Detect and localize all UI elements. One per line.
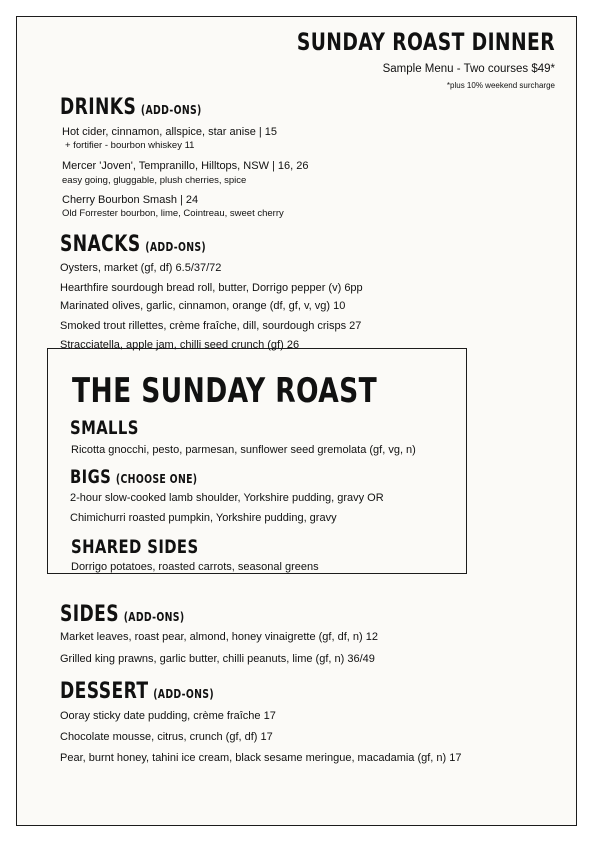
snack-item: Hearthfire sourdough bread roll, butter, Dorrigo pepper (v) 6pp [60,282,363,294]
smalls-heading: SMALLS [70,417,139,439]
snack-item: Marinated olives, garlic, cinnamon, orange (df, gf, v, vg) 10 [60,300,346,312]
bigs-item: 2-hour slow-cooked lamb shoulder, Yorkshire pudding, gravy OR [70,492,384,504]
bigs-heading-text: BIGS [70,466,112,488]
dessert-addon-tag: (ADD-ONS) [153,687,214,701]
shared-sides-heading: SHARED SIDES [71,536,199,558]
drink-item: Hot cider, cinnamon, allspice, star anise | 15 [62,126,278,138]
drink-note: + fortifier - bourbon whiskey 11 [65,140,195,151]
dessert-heading [60,681,214,703]
sides-addon-tag: (ADD-ONS) [123,610,185,624]
dessert-heading-text: DESSERT [60,679,149,704]
snacks-heading [60,234,206,256]
shared-sides-item: Dorrigo potatoes, roasted carrots, seasonal greens [71,561,319,573]
drinks-heading [60,97,202,119]
snack-item: Stracciatella, apple jam, chilli seed crunch (gf) 26 [60,339,300,351]
side-item: Market leaves, roast pear, almond, honey vinaigrette (gf, df, n) 12 [60,631,378,643]
surcharge-note: *plus 10% weekend surcharge [446,81,555,90]
bigs-item: Chimichurri roasted pumpkin, Yorkshire pudding, gravy [70,512,337,524]
title-block [224,30,555,90]
dessert-item: Ooray sticky date pudding, crème fraîche 17 [60,710,276,722]
menu-title: SUNDAY ROAST DINNER [296,28,555,56]
snack-item: Oysters, market (gf, df) 6.5/37/72 [60,262,222,274]
menu-subtitle: Sample Menu - Two courses $49* [382,63,555,75]
drink-note: Old Forrester bourbon, lime, Cointreau, sweet cherry [62,208,284,219]
drink-note: easy going, gluggable, plush cherries, spice [62,175,247,186]
drinks-addon-tag: (ADD-ONS) [140,103,202,117]
sides-heading [60,604,184,626]
drink-item: Mercer 'Joven', Tempranillo, Hilltops, NSW | 16, 26 [62,160,309,172]
snack-item: Smoked trout rillettes, crème fraîche, dill, sourdough crisps 27 [60,320,362,332]
drink-item: Cherry Bourbon Smash | 24 [62,194,199,206]
drinks-heading-text: DRINKS [60,95,137,120]
dessert-item: Chocolate mousse, citrus, crunch (gf, df) 17 [60,731,273,743]
snacks-heading-text: SNACKS [60,232,141,257]
bigs-choose-tag: (CHOOSE ONE) [115,472,198,486]
snacks-addon-tag: (ADD-ONS) [145,240,207,254]
smalls-item: Ricotta gnocchi, pesto, parmesan, sunflower seed gremolata (gf, vg, n) [71,444,416,456]
side-item: Grilled king prawns, garlic butter, chilli peanuts, lime (gf, n) 36/49 [60,653,375,665]
roast-heading: THE SUNDAY ROAST [72,371,378,411]
bigs-heading [70,468,197,487]
sides-heading-text: SIDES [60,602,120,627]
dessert-item: Pear, burnt honey, tahini ice cream, black sesame meringue, macadamia (gf, n) 17 [60,752,462,764]
